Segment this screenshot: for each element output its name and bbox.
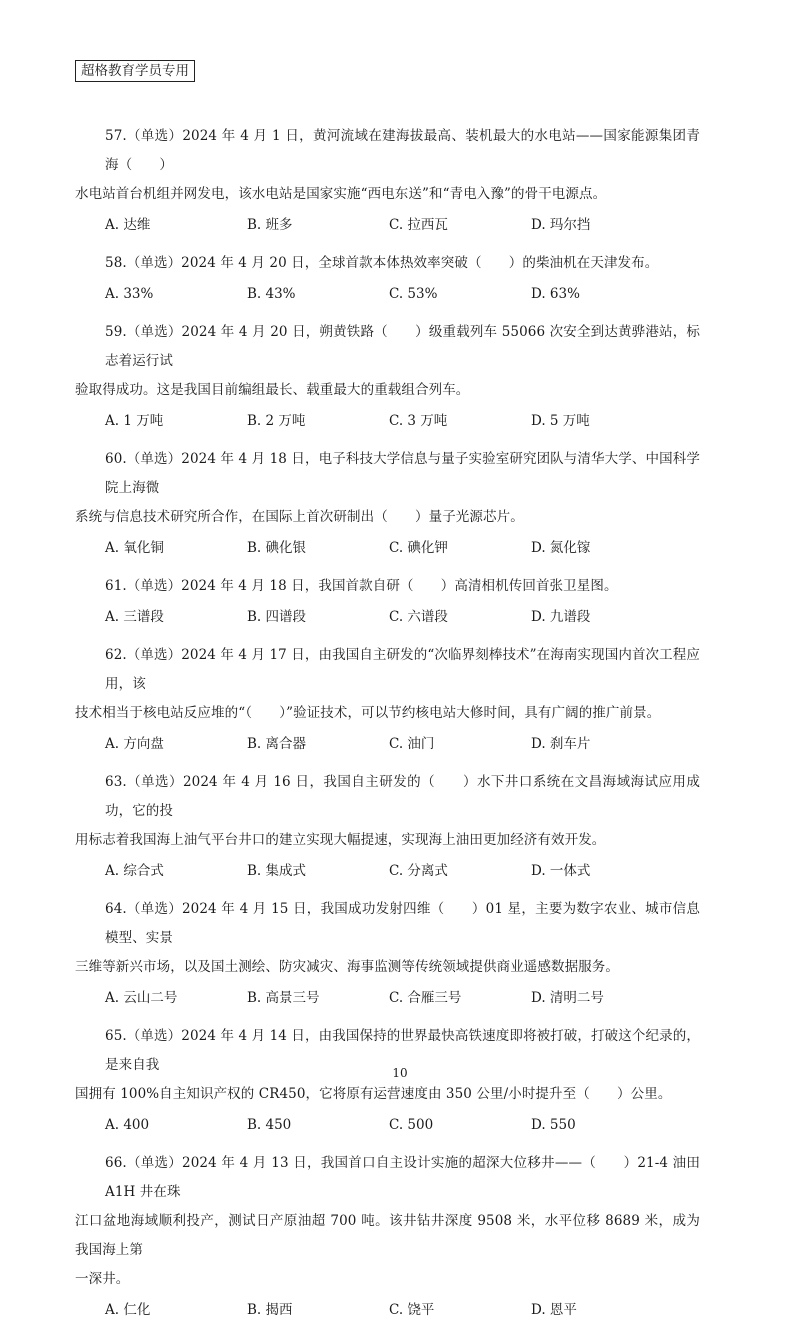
question-stem xyxy=(75,768,700,855)
stem-line: 59.（单选）2024 年 4 月 20 日，朔黄铁路（ ）级重载列车 55066 次安全到达黄骅港站，标志着运行试 xyxy=(105,324,700,369)
options-row xyxy=(105,280,700,309)
stem-line: 65.（单选）2024 年 4 月 14 日，由我国保持的世界最快高铁速度即将被打破，打破这个纪录的，是来自我 xyxy=(105,1028,700,1073)
option-b: B. 集成式 xyxy=(247,863,307,879)
option-a: A. 33% xyxy=(105,286,154,302)
page-number: 10 xyxy=(392,1066,408,1080)
question-59 xyxy=(75,318,700,436)
option-c: C. 500 xyxy=(389,1117,434,1133)
options-row xyxy=(105,407,700,436)
option-a: A. 方向盘 xyxy=(105,736,164,752)
option-c: C. 分离式 xyxy=(389,863,448,879)
stem-line: 64.（单选）2024 年 4 月 15 日，我国成功发射四维（ ）01 星，主要为数字农业、城市信息模型、实景 xyxy=(105,901,700,946)
question-60 xyxy=(75,445,700,563)
stem-line: 63.（单选）2024 年 4 月 16 日，我国自主研发的（ ）水下井口系统在文昌海域海试应用成功，它的投 xyxy=(105,774,700,819)
option-d: D. 刹车片 xyxy=(531,736,591,752)
option-d: D. 5 万吨 xyxy=(531,413,590,429)
stem-line: 61.（单选）2024 年 4 月 18 日，我国首款自研（ ）高清相机传回首张卫星图。 xyxy=(105,578,618,594)
option-b: B. 高景三号 xyxy=(247,990,320,1006)
question-63 xyxy=(75,768,700,886)
stem-line: 62.（单选）2024 年 4 月 17 日，由我国自主研发的“次临界刻棒技术”在海南实现国内首次工程应用，该 xyxy=(105,647,700,692)
header-tag: 超格教育学员专用 xyxy=(75,60,195,82)
question-65 xyxy=(75,1022,700,1140)
stem-line: 57.（单选）2024 年 4 月 1 日，黄河流域在建海拔最高、装机最大的水电站——国家能源集团青海（ ） xyxy=(105,128,700,173)
option-a: A. 氧化铜 xyxy=(105,540,164,556)
question-stem xyxy=(75,641,700,728)
question-64 xyxy=(75,895,700,1013)
stem-line: 60.（单选）2024 年 4 月 18 日，电子科技大学信息与量子实验室研究团队与清华大学、中国科学院上海微 xyxy=(105,451,700,496)
option-b: B. 碘化银 xyxy=(247,540,307,556)
stem-line: 验取得成功。这是我国目前编组最长、载重最大的重载组合列车。 xyxy=(75,382,470,398)
option-a: A. 云山二号 xyxy=(105,990,178,1006)
option-a: A. 达维 xyxy=(105,217,151,233)
stem-line: 三维等新兴市场，以及国土测绘、防灾减灾、海事监测等传统领域提供商业遥感数据服务。 xyxy=(75,959,619,975)
option-d: D. 恩平 xyxy=(531,1302,577,1318)
stem-line: 系统与信息技术研究所合作，在国际上首次研制出（ ）量子光源芯片。 xyxy=(75,509,524,525)
option-d: D. 清明二号 xyxy=(531,990,604,1006)
options-row xyxy=(105,857,700,886)
options-row xyxy=(105,211,700,240)
question-62 xyxy=(75,641,700,759)
option-b: B. 离合器 xyxy=(247,736,307,752)
stem-line: 用标志着我国海上油气平台井口的建立实现大幅提速，实现海上油田更加经济有效开发。 xyxy=(75,832,606,848)
options-row xyxy=(105,1111,700,1140)
option-c: C. 拉西瓦 xyxy=(389,217,448,233)
option-b: B. 揭西 xyxy=(247,1302,293,1318)
question-61 xyxy=(105,572,700,632)
option-c: C. 饶平 xyxy=(389,1302,435,1318)
option-c: C. 53% xyxy=(389,286,438,302)
option-a: A. 三谱段 xyxy=(105,609,164,625)
option-a: A. 仁化 xyxy=(105,1302,151,1318)
stem-line: 国拥有 100%自主知识产权的 CR450，它将原有运营速度由 350 公里/小时提升至（ ）公里。 xyxy=(75,1086,672,1102)
question-58 xyxy=(105,249,700,309)
options-row xyxy=(105,730,700,759)
option-a: A. 1 万吨 xyxy=(105,413,164,429)
stem-line: 一深井。 xyxy=(75,1271,130,1287)
option-c: C. 碘化钾 xyxy=(389,540,448,556)
option-d: D. 氮化镓 xyxy=(531,540,591,556)
option-d: D. 一体式 xyxy=(531,863,591,879)
options-row xyxy=(105,534,700,563)
options-row xyxy=(105,603,700,632)
options-row xyxy=(105,1296,700,1325)
stem-line: 水电站首台机组并网发电，该水电站是国家实施“西电东送”和“青电入豫”的骨干电源点。 xyxy=(75,186,607,202)
question-stem xyxy=(75,318,700,405)
option-a: A. 综合式 xyxy=(105,863,164,879)
question-stem xyxy=(105,249,700,278)
option-a: A. 400 xyxy=(105,1117,150,1133)
option-b: B. 43% xyxy=(247,286,296,302)
option-b: B. 班多 xyxy=(247,217,293,233)
question-stem xyxy=(105,572,700,601)
question-66 xyxy=(75,1149,700,1325)
stem-line: 66.（单选）2024 年 4 月 13 日，我国首口自主设计实施的超深大位移井——（ ）21-4 油田 A1H 井在珠 xyxy=(105,1155,700,1200)
option-c: C. 3 万吨 xyxy=(389,413,448,429)
option-c: C. 油门 xyxy=(389,736,435,752)
option-b: B. 2 万吨 xyxy=(247,413,306,429)
question-list xyxy=(75,122,700,1334)
option-d: D. 玛尔挡 xyxy=(531,217,591,233)
stem-line: 技术相当于核电站反应堆的“（ ）”验证技术，可以节约核电站大修时间，具有广阔的推广前景。 xyxy=(75,705,661,721)
option-d: D. 九谱段 xyxy=(531,609,591,625)
stem-line: 58.（单选）2024 年 4 月 20 日，全球首款本体热效率突破（ ）的柴油机在天津发布。 xyxy=(105,255,659,271)
option-d: D. 550 xyxy=(531,1117,576,1133)
options-row xyxy=(105,984,700,1013)
option-b: B. 450 xyxy=(247,1117,292,1133)
question-stem xyxy=(75,1149,700,1294)
option-c: C. 合雁三号 xyxy=(389,990,462,1006)
question-stem xyxy=(75,895,700,982)
option-d: D. 63% xyxy=(531,286,580,302)
question-stem xyxy=(75,122,700,209)
option-c: C. 六谱段 xyxy=(389,609,448,625)
stem-line: 江口盆地海域顺利投产，测试日产原油超 700 吨。该井钻井深度 9508 米，水平位移 8689 米，成为我国海上第 xyxy=(75,1213,700,1258)
question-57 xyxy=(75,122,700,240)
question-stem xyxy=(75,445,700,532)
option-b: B. 四谱段 xyxy=(247,609,307,625)
